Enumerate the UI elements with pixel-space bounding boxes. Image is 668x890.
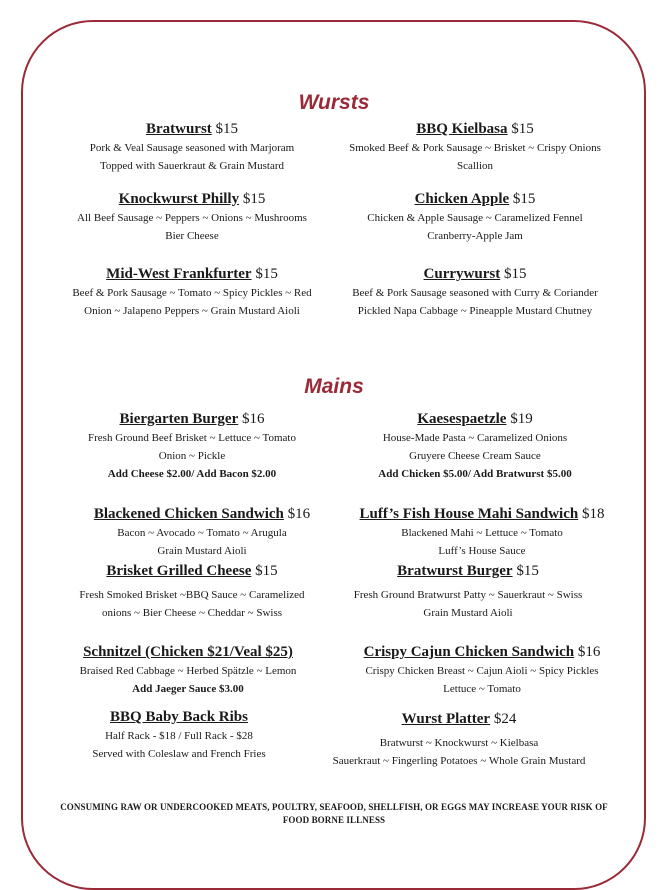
item-name: Bratwurst Burger — [397, 563, 513, 579]
menu-item-brisket-grilled-cheese — [32, 562, 352, 622]
menu-item-mid-west-frankfurter — [32, 265, 352, 320]
item-price: $15 — [512, 191, 536, 207]
item-name: Bratwurst — [145, 121, 212, 137]
item-desc: Half Rack - $18 / Full Rack - $28 — [105, 730, 253, 742]
menu-item-biergarten-burger — [32, 410, 352, 483]
item-desc: Fresh Ground Beef Brisket ~ Lettuce ~ Tomato — [88, 432, 296, 444]
menu-item-bratwurst-burger — [308, 562, 628, 622]
menu-item-crispy-cajun-chicken-sandwich — [322, 643, 642, 698]
notice-line: FOOD BORNE ILLNESS — [282, 815, 386, 825]
item-price: $15 — [511, 121, 534, 137]
item-name: Brisket Grilled Cheese — [106, 563, 252, 579]
item-desc: Fresh Ground Bratwurst Patty ~ Sauerkraut ~ Swiss — [353, 589, 583, 601]
item-desc: Fresh Smoked Brisket ~BBQ Sauce ~ Caramelized — [79, 589, 305, 601]
section-title-wursts: Wursts — [298, 91, 370, 114]
menu-item-bbq-baby-back-ribs — [19, 708, 339, 763]
menu-item-luffs-fish-house-mahi-sandwich — [322, 505, 642, 560]
item-price: $24 — [493, 711, 517, 727]
item-name: Crispy Cajun Chicken Sandwich — [363, 644, 575, 660]
item-desc: Bier Cheese — [165, 230, 219, 242]
item-desc: All Beef Sausage ~ Peppers ~ Onions ~ Mushrooms — [77, 212, 307, 224]
menu-item-blackened-chicken-sandwich — [42, 505, 362, 560]
item-price: $16 — [287, 506, 311, 522]
item-desc: Onion ~ Jalapeno Peppers ~ Grain Mustard Aioli — [84, 305, 300, 317]
menu-item-kaesespaetzle — [315, 410, 635, 483]
item-price: $15 — [255, 563, 278, 579]
menu-item-currywurst — [315, 265, 635, 320]
item-desc: Crispy Chicken Breast ~ Cajun Aioli ~ Spicy Pickles — [365, 665, 599, 677]
item-price: $16 — [577, 644, 601, 660]
item-desc: Grain Mustard Aioli — [423, 607, 513, 619]
item-price: $15 — [516, 563, 539, 579]
menu-item-chicken-apple — [315, 190, 635, 245]
section-title-mains: Mains — [304, 375, 364, 398]
item-desc: Served with Coleslaw and French Fries — [92, 748, 266, 760]
item-desc: Gruyere Cheese Cream Sauce — [409, 450, 541, 462]
notice-line: CONSUMING RAW OR UNDERCOOKED MEATS, POULTRY, SEAFOOD, SHELLFISH, OR EGGS MAY INCREASE YOUR RISK OF — [60, 802, 608, 812]
item-price: $15 — [503, 266, 527, 282]
item-price: $16 — [241, 411, 265, 427]
item-name: Knockwurst Philly — [118, 191, 240, 207]
item-addon: Add Cheese $2.00/ Add Bacon $2.00 — [107, 468, 277, 480]
item-desc: Scallion — [456, 160, 494, 172]
item-name: Wurst Platter — [401, 711, 491, 727]
item-name: Blackened Chicken Sandwich — [93, 506, 284, 522]
item-desc: Blackened Mahi ~ Lettuce ~ Tomato — [401, 527, 563, 539]
item-name: Mid-West Frankfurter — [106, 266, 252, 282]
item-desc: Onion ~ Pickle — [158, 450, 226, 462]
item-desc: Bacon ~ Avocado ~ Tomato ~ Arugula — [117, 527, 287, 539]
menu-item-schnitzel — [28, 643, 348, 698]
item-desc: Sauerkraut ~ Fingerling Potatoes ~ Whole Grain Mustard — [332, 755, 586, 767]
item-desc: Topped with Sauerkraut & Grain Mustard — [99, 160, 285, 172]
item-desc: Cranberry-Apple Jam — [427, 230, 523, 242]
item-price: $15 — [215, 121, 239, 137]
food-safety-notice — [60, 801, 608, 827]
item-name: Currywurst — [423, 266, 501, 282]
item-name: BBQ Kielbasa — [416, 121, 508, 137]
item-price: $15 — [255, 266, 278, 282]
menu-item-wurst-platter — [299, 710, 619, 770]
item-desc: Pickled Napa Cabbage ~ Pineapple Mustard Chutney — [357, 305, 593, 317]
item-desc: Beef & Pork Sausage ~ Tomato ~ Spicy Pickles ~ Red — [72, 287, 312, 299]
item-name: Biergarten Burger — [119, 411, 239, 427]
item-name: BBQ Baby Back Ribs — [110, 709, 248, 725]
item-desc: Luff’s House Sauce — [438, 545, 526, 557]
menu-item-knockwurst-philly — [32, 190, 352, 245]
item-price: $19 — [510, 411, 533, 427]
item-desc: onions ~ Bier Cheese ~ Cheddar ~ Swiss — [101, 607, 283, 619]
item-name: Kaesespaetzle — [417, 411, 507, 427]
item-addon: Add Chicken $5.00/ Add Bratwurst $5.00 — [378, 468, 572, 480]
menu-item-bbq-kielbasa — [315, 120, 635, 175]
menu-item-bratwurst — [32, 120, 352, 175]
item-desc: House-Made Pasta ~ Caramelized Onions — [382, 432, 568, 444]
item-addon: Add Jaeger Sauce $3.00 — [132, 683, 244, 695]
item-desc: Beef & Pork Sausage seasoned with Curry & Coriander — [352, 287, 598, 299]
item-desc: Braised Red Cabbage ~ Herbed Spätzle ~ Lemon — [79, 665, 297, 677]
item-name: Luff’s Fish House Mahi Sandwich — [359, 506, 579, 522]
item-desc: Chicken & Apple Sausage ~ Caramelized Fennel — [367, 212, 583, 224]
item-desc: Pork & Veal Sausage seasoned with Marjoram — [89, 142, 295, 154]
item-desc: Bratwurst ~ Knockwurst ~ Kielbasa — [379, 737, 539, 749]
item-price: $15 — [242, 191, 266, 207]
item-desc: Smoked Beef & Pork Sausage ~ Brisket ~ Crispy Onions — [349, 142, 601, 154]
item-desc: Lettuce ~ Tomato — [443, 683, 521, 695]
item-name: Chicken Apple — [414, 191, 510, 207]
item-desc: Grain Mustard Aioli — [157, 545, 247, 557]
item-name: Schnitzel (Chicken $21/Veal $25) — [83, 644, 293, 660]
item-price: $18 — [581, 506, 605, 522]
